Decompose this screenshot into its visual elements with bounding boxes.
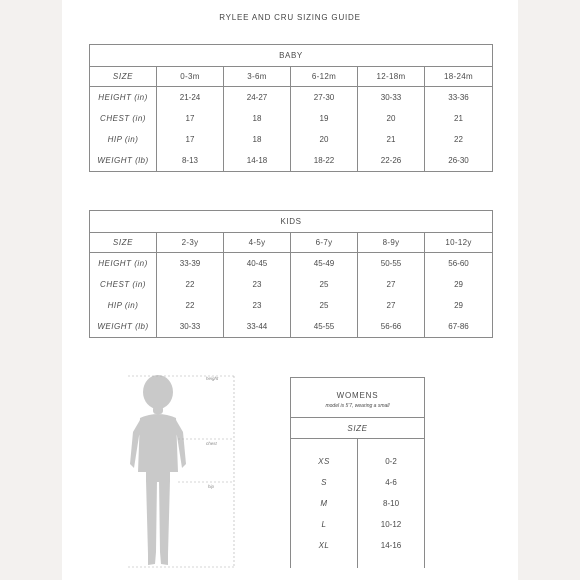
table-cell: 14-18	[246, 156, 268, 165]
kids-column-header: 4-5y	[224, 233, 291, 253]
child-measurement-figure	[128, 372, 238, 572]
baby-size-header: SIZE	[90, 67, 157, 87]
baby-column-header: 18-24m	[425, 67, 493, 87]
table-cell: 22	[185, 301, 195, 310]
hip-measure-label: hip	[208, 484, 215, 489]
womens-size-label: M	[320, 499, 328, 508]
table-cell: 45-49	[313, 259, 335, 268]
table-cell: 17	[185, 114, 195, 123]
table-cell: 21-24	[179, 93, 201, 102]
table-cell: 8-13	[181, 156, 198, 165]
baby-section-title: BABY	[90, 45, 493, 67]
kids-column-header: 6-7y	[291, 233, 358, 253]
table-cell: 23	[252, 301, 262, 310]
table-cell: 25	[319, 280, 329, 289]
table-cell: 30-33	[179, 322, 201, 331]
womens-size-label: XL	[318, 541, 330, 550]
row-label: CHEST (in)	[100, 114, 146, 123]
womens-size-label: L	[321, 520, 327, 529]
womens-size-value: 8-10	[383, 499, 400, 508]
table-cell: 20	[386, 114, 396, 123]
kids-row-labels	[90, 253, 157, 338]
kids-column-header: 10-12y	[425, 233, 493, 253]
table-cell: 26-30	[448, 156, 469, 165]
row-label: HEIGHT (in)	[98, 93, 148, 102]
table-cell: 29	[454, 301, 463, 310]
height-measure-label: height	[206, 376, 219, 381]
baby-column-values	[358, 87, 425, 172]
row-label: WEIGHT (lb)	[97, 322, 149, 331]
row-label: CHEST (in)	[100, 280, 146, 289]
kids-size-header: SIZE	[90, 233, 157, 253]
table-cell: 29	[454, 280, 463, 289]
row-label: HEIGHT (in)	[98, 259, 148, 268]
row-label: HIP (in)	[107, 135, 139, 144]
table-cell: 19	[319, 114, 329, 123]
kids-size-table	[89, 210, 493, 338]
table-cell: 50-55	[380, 259, 402, 268]
table-cell: 25	[319, 301, 329, 310]
baby-column-header: 6-12m	[291, 67, 358, 87]
table-cell: 23	[252, 280, 262, 289]
kids-section-title: KIDS	[90, 211, 493, 233]
table-cell: 22	[185, 280, 195, 289]
table-cell: 18-22	[313, 156, 335, 165]
kids-column-header: 2-3y	[157, 233, 224, 253]
child-silhouette-icon	[128, 372, 238, 572]
table-cell: 27	[386, 280, 396, 289]
baby-column-values	[224, 87, 291, 172]
table-cell: 33-44	[246, 322, 268, 331]
womens-size-value: 10-12	[380, 520, 402, 529]
table-cell: 21	[386, 135, 396, 144]
table-cell: 22-26	[380, 156, 402, 165]
row-label: WEIGHT (lb)	[97, 156, 149, 165]
table-cell: 18	[252, 114, 262, 123]
baby-column-header: 3-6m	[224, 67, 291, 87]
table-cell: 27-30	[313, 93, 335, 102]
kids-column-values	[358, 253, 425, 338]
baby-row-labels	[90, 87, 157, 172]
womens-header	[291, 378, 425, 418]
table-cell: 18	[252, 135, 262, 144]
womens-model-note: model is 5'7, wearing a small	[325, 402, 390, 409]
baby-column-header: 12-18m	[358, 67, 425, 87]
table-cell: 27	[386, 301, 396, 310]
womens-size-header: SIZE	[291, 418, 425, 439]
table-cell: 20	[319, 135, 329, 144]
baby-column-header: 0-3m	[157, 67, 224, 87]
womens-size-column	[291, 439, 358, 569]
womens-size-table	[290, 377, 425, 568]
womens-section-title: WOMENS	[336, 390, 379, 400]
kids-column-values	[157, 253, 224, 338]
table-cell: 67-86	[448, 322, 469, 331]
table-cell: 33-36	[448, 93, 469, 102]
table-cell: 21	[454, 114, 463, 123]
table-cell: 24-27	[246, 93, 268, 102]
table-cell: 56-60	[448, 259, 469, 268]
womens-size-value: 4-6	[385, 478, 397, 487]
kids-column-values	[224, 253, 291, 338]
table-cell: 17	[185, 135, 195, 144]
womens-size-value: 0-2	[385, 457, 397, 466]
table-cell: 30-33	[380, 93, 402, 102]
baby-column-values	[157, 87, 224, 172]
baby-size-table	[89, 44, 493, 172]
table-cell: 56-66	[380, 322, 402, 331]
baby-column-values	[291, 87, 358, 172]
baby-column-values	[425, 87, 493, 172]
kids-column-values	[425, 253, 493, 338]
chest-measure-label: chest	[206, 441, 217, 446]
kids-column-header: 8-9y	[358, 233, 425, 253]
row-label: HIP (in)	[107, 301, 139, 310]
womens-size-value: 14-16	[380, 541, 402, 550]
table-cell: 45-55	[313, 322, 335, 331]
table-cell: 40-45	[246, 259, 268, 268]
kids-column-values	[291, 253, 358, 338]
table-cell: 22	[454, 135, 463, 144]
womens-size-label: S	[321, 478, 327, 487]
womens-size-label: XS	[318, 457, 330, 466]
table-cell: 33-39	[179, 259, 201, 268]
womens-value-column	[358, 439, 425, 569]
guide-title: RYLEE AND CRU SIZING GUIDE	[219, 13, 361, 22]
